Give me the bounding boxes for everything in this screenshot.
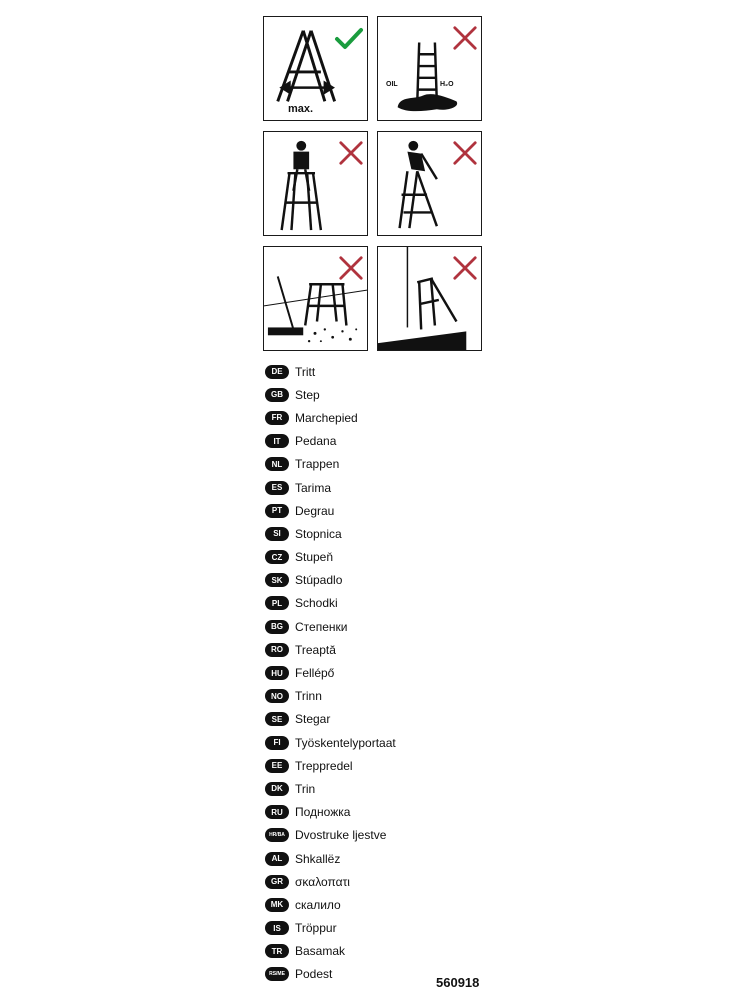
language-row [265, 801, 396, 824]
slippery-floor-pictogram [377, 16, 482, 121]
country-code-badge: AL [265, 852, 289, 866]
language-row [265, 476, 396, 499]
cross-icon [452, 255, 478, 281]
language-row [265, 499, 396, 522]
country-code-badge: HU [265, 666, 289, 680]
language-row [265, 731, 396, 754]
product-name-translation: Työskentelyportaat [295, 735, 396, 750]
country-code-badge: CZ [265, 550, 289, 564]
product-name-translation: Подножка [295, 805, 351, 820]
country-code-badge: IS [265, 921, 289, 935]
product-name-translation: Pedana [295, 434, 337, 449]
country-code-badge: HR/BA [265, 828, 289, 842]
against-wall-pictogram [377, 246, 482, 351]
language-list [265, 360, 396, 986]
country-code-badge: GR [265, 875, 289, 889]
product-name-translation: Marchepied [295, 410, 358, 425]
language-row [265, 661, 396, 684]
language-row [265, 917, 396, 940]
country-code-badge: NO [265, 689, 289, 703]
language-row [265, 360, 396, 383]
country-code-badge: GB [265, 388, 289, 402]
language-row [265, 777, 396, 800]
country-code-badge: BG [265, 620, 289, 634]
max-spread-pictogram [263, 16, 368, 121]
country-code-badge: MK [265, 898, 289, 912]
product-name-translation: Schodki [295, 596, 338, 611]
product-name-translation: Trinn [295, 689, 322, 704]
standing-on-top-pictogram [263, 131, 368, 236]
cross-icon [452, 25, 478, 51]
country-code-badge: FR [265, 411, 289, 425]
language-row [265, 546, 396, 569]
country-code-badge: SK [265, 573, 289, 587]
language-row [265, 824, 396, 847]
product-name-translation: Tarima [295, 480, 332, 495]
country-code-badge: NL [265, 457, 289, 471]
language-row [265, 893, 396, 916]
language-row [265, 406, 396, 429]
product-name-translation: Trappen [295, 457, 340, 472]
product-name-translation: Fellépő [295, 666, 335, 681]
product-name-translation: Tritt [295, 364, 316, 379]
product-name-translation: Basamak [295, 944, 346, 959]
country-code-badge: EE [265, 759, 289, 773]
country-code-badge: RU [265, 805, 289, 819]
leaning-sideways-pictogram [377, 131, 482, 236]
product-name-translation: Podest [295, 967, 333, 982]
product-name-translation: Shkallëz [295, 851, 341, 866]
language-row [265, 685, 396, 708]
country-code-badge: FI [265, 736, 289, 750]
language-row [265, 638, 396, 661]
language-row [265, 615, 396, 638]
language-row [265, 708, 396, 731]
language-row [265, 940, 396, 963]
language-row [265, 870, 396, 893]
language-row [265, 453, 396, 476]
product-name-translation: Tröppur [295, 921, 337, 936]
product-name-translation: Treaptă [295, 642, 336, 657]
country-code-badge: IT [265, 434, 289, 448]
cross-icon [338, 140, 364, 166]
product-name-translation: Stupeň [295, 550, 334, 565]
product-name-translation: Stúpadlo [295, 573, 343, 588]
product-name-translation: Trin [295, 781, 316, 796]
product-name-translation: Treppredel [295, 758, 353, 773]
product-name-translation: Stopnica [295, 526, 342, 541]
country-code-badge: PL [265, 596, 289, 610]
country-code-badge: TR [265, 944, 289, 958]
uneven-ground-pictogram [263, 246, 368, 351]
language-row [265, 592, 396, 615]
product-name-translation: Степенки [295, 619, 348, 634]
max-caption: max. [288, 103, 314, 115]
country-code-badge: RS/ME [265, 967, 289, 981]
product-name-translation: Step [295, 387, 320, 402]
language-row [265, 754, 396, 777]
product-name-translation: скалило [295, 897, 341, 912]
language-row [265, 383, 396, 406]
language-row [265, 569, 396, 592]
water-label: H₂O [440, 81, 454, 88]
cross-icon [452, 140, 478, 166]
product-name-translation: Stegar [295, 712, 331, 727]
country-code-badge: DK [265, 782, 289, 796]
country-code-badge: SE [265, 712, 289, 726]
product-name-translation: Dvostruke ljestve [295, 828, 387, 843]
country-code-badge: SI [265, 527, 289, 541]
country-code-badge: RO [265, 643, 289, 657]
cross-icon [338, 255, 364, 281]
language-row [265, 430, 396, 453]
country-code-badge: ES [265, 481, 289, 495]
language-row [265, 522, 396, 545]
language-row [265, 847, 396, 870]
oil-label: OIL [386, 81, 398, 88]
product-name-translation: Degrau [295, 503, 335, 518]
product-name-translation: σκαλοπατι [295, 874, 350, 889]
country-code-badge: PT [265, 504, 289, 518]
document-number: 560918 [436, 975, 480, 990]
country-code-badge: DE [265, 365, 289, 379]
language-row [265, 963, 396, 986]
check-icon [334, 27, 364, 51]
